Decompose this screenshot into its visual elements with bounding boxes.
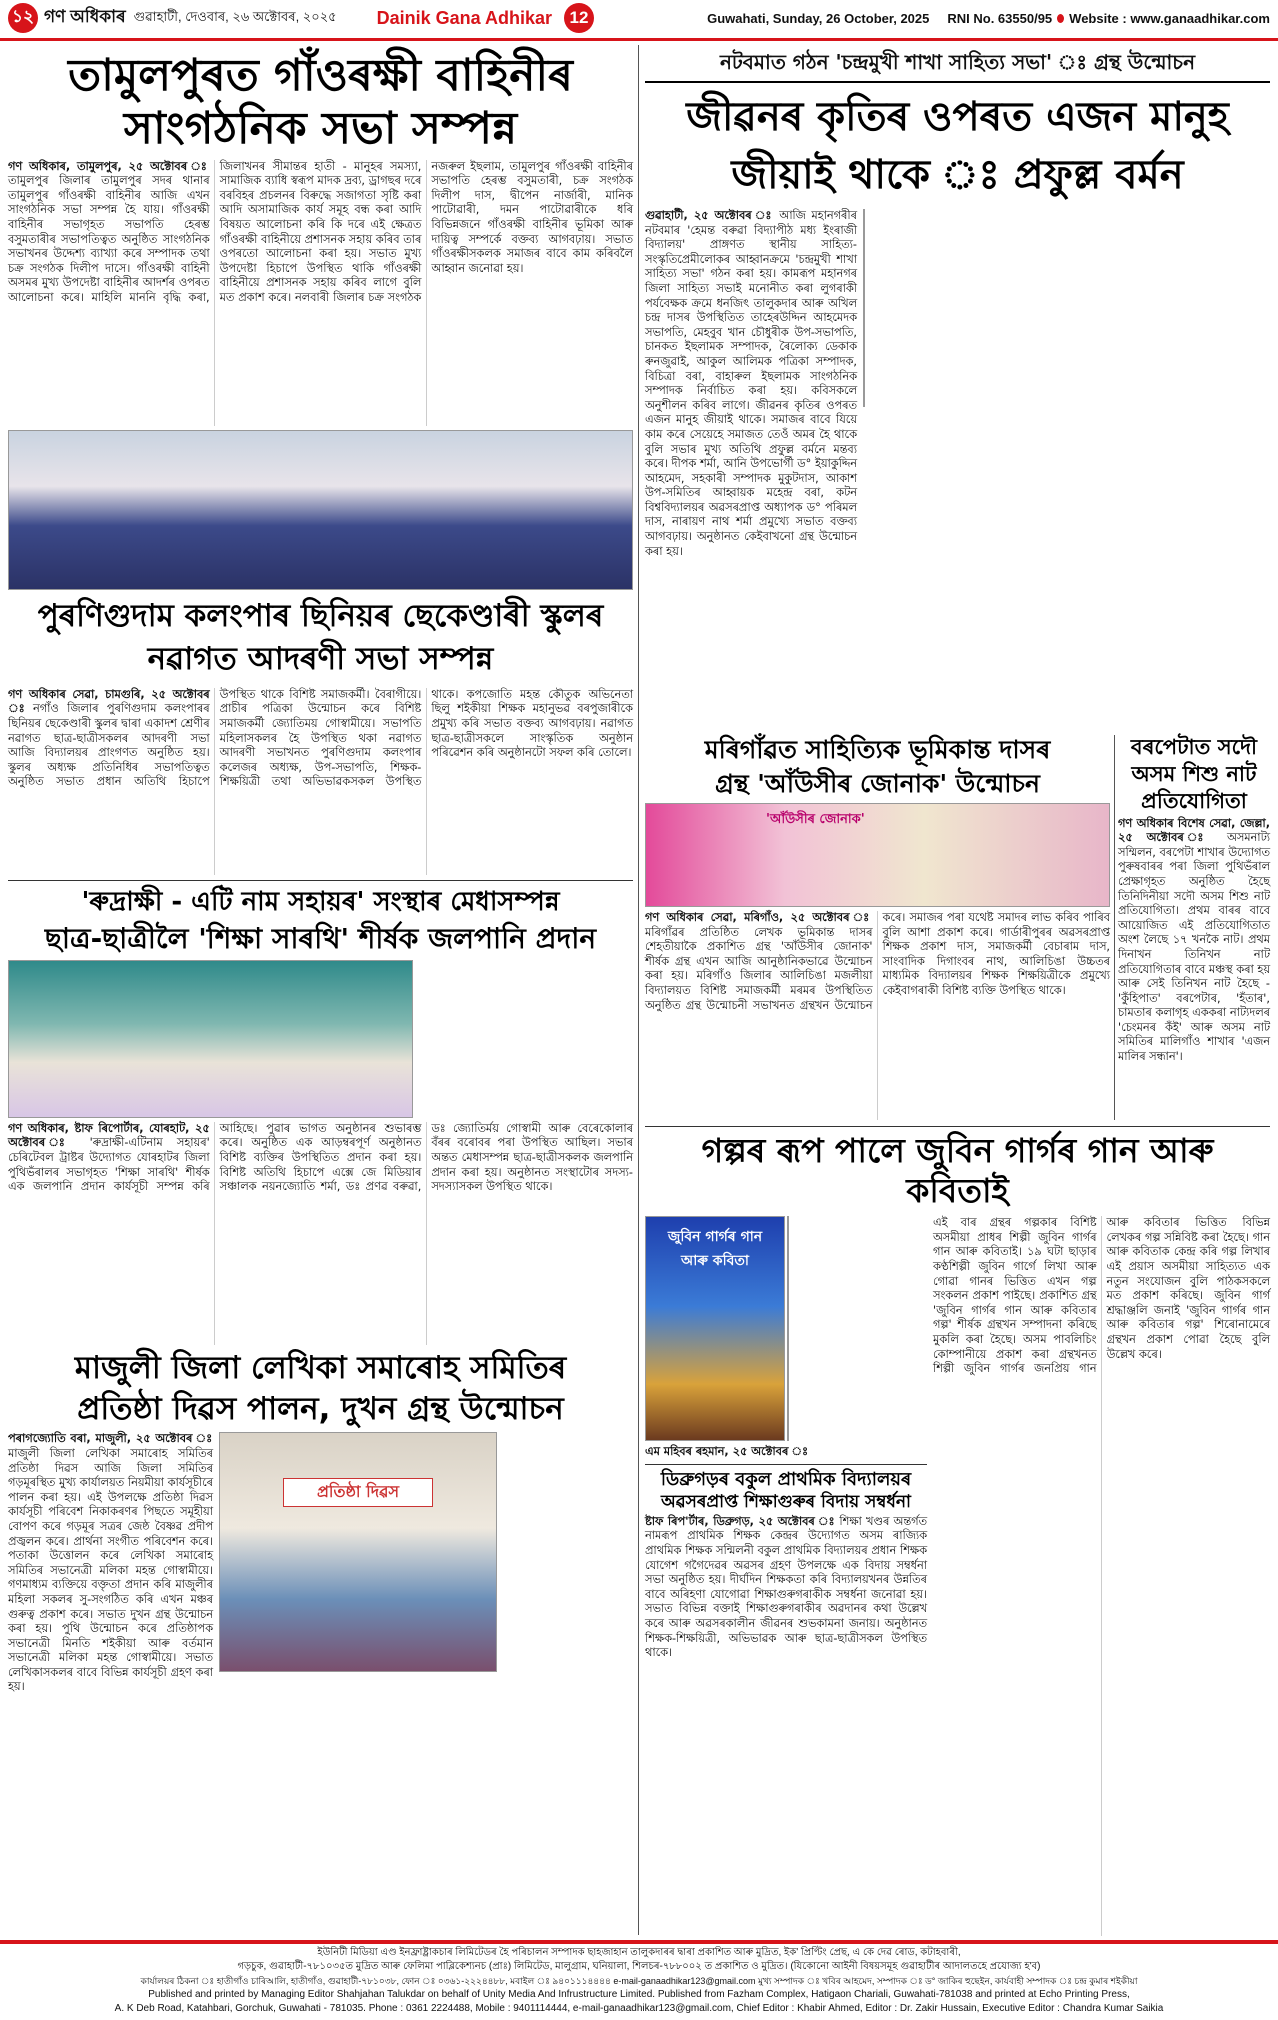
article-a1 [8, 50, 633, 590]
headline-a4-line2: প্ৰতিষ্ঠা দিৱস পালন, দুখন গ্ৰন্থ উন্মোচন [77, 1391, 564, 1428]
dateline: ষ্টাফ ৰিপ'ৰ্টাৰ, ডিব্ৰুগড়, ২৫ অক্টোবৰ ঃ [645, 1514, 836, 1528]
headline-r2-line2: গ্ৰন্থ 'আঁউসীৰ জোনাক' উন্মোচন [715, 769, 1040, 798]
headline-a2: পুৰণিগুদাম কলংপাৰ ছিনিয়ৰ ছেকেণ্ডাৰী স্কুলৰ নৱাগত আদৰণী সভা সম্পন্ন [37, 598, 604, 678]
body-text: আজি মহানগৰীৰ নটবমাৰ 'হেমন্ত বৰুৱা বিদ্যাপীঠ মধ্য ইংৰাজী বিদ্যালয়' প্ৰাঙ্গণত স্থানীয় সাহিত্য-সংস্কৃতিপ্ৰেমীলোকৰ আহ্বানক্ৰমে 'চন্দ্ৰমুখী শাখা সাহিত্য সভা' গঠন কৰা হয়। কামৰূপ মহানগৰ জিলা সাহিত্য সভাই মনোনীত কৰা লুগৰাকী পৰ্যবেক্ষক ক্ৰমে ধনজিৎ তালুকদাৰ আৰু অখিল চন্দ্ৰ দাসৰ উপস্থিতিত তাহেৰউদ্দিন আহমেদক সভাপতি, মেহবুব খান চৌধুৰীক উপ-সভাপতি, চানকত ইছলামক সম্পাদক, ৰৈলোক্য ডেকাক ৰুনজুৱাই, আকুল আলিমক পত্ৰিকা সম্পাদক, বিচিত্ৰা বৰা, বাহাৰুল ইছলামক সাংগঠনিক সম্পাদক নিৰ্বাচিত কৰা হয়। কবিসকলে অনুশীলন কৰিব লাগে। জীৱনৰ কৃতিৰ ওপৰত এজন মানুহ জীয়াই থাকে। সমাজৰ বাবে যিয়ে কাম কৰে সেয়েহে সমাজত তেওঁ অমৰ হৈ থাকে বুলি সভাৰ মুখ্য অতিথি প্ৰফুল্ল বৰ্মনে মন্তব্য কৰে। দীপক শৰ্মা, আনি উপভোৰ্গী ড° ইয়াকুদ্দিন আহমেদ, সহকাৰী সম্পাদক মুকুটদাস, আকাশ উপ-সমিতিৰ আহ্বায়ক মহেন্দ্ৰ বৰা, কটন বিশ্ববিদ্যালয়ৰ অৱসৰপ্ৰাপ্ত অধ্যাপক ড° পৰিমল দাস, নাৰায়ণ নাথ শৰ্মা প্ৰমুখ্যে সভাত বক্তব্য আগবঢ়ায়। অনুষ্ঠানত কেইবাখনো গ্ৰন্থ উন্মোচন কৰা হয়। [645, 209, 857, 558]
imprint-line-3: কাৰ্যালয়ৰ ঠিকনা ঃ হাতীগাঁও চাৰিআলি, হাতীগাঁও, গুৱাহাটী-৭৮১০৩৮, ফোন ঃ ০৩৬১-২২২৪৪৮৮, মবাইল ঃ ৯৪০১১১৪৪৪৪ e-mail-ganaadhikar123@gmail.com মুখ্য সম্পাদক ঃ খবিৰ আহমেদ, সম্পাদক ঃ ড° জাকিৰ হুছেইন, কাৰ্যবাহী সম্পাদক ঃ চন্দ্ৰ কুমাৰ শইকীয়া [140, 1976, 1138, 1986]
imprint-line-2: গড়চুক, গুৱাহাটী-৭৮১০৩৫ত মুদ্ৰিত আৰু ফেলিমা পাব্লিকেশ্যনচ (প্ৰাঃ) লিমিটেড, মালুগ্ৰাম, ঘনিয়ালা, শিলচৰ-৭৮৮০০২ ত প্ৰকাশিত ও মুদ্ৰিত। (যিকোনো আইনী বিষয়সমূহ গুৱাহাটীৰ আদালতহে প্ৰযোজ্য হ'ব) [237, 1961, 1041, 1972]
article-r1 [645, 48, 1270, 730]
masthead-bar [0, 0, 1278, 36]
divider [1114, 735, 1115, 1120]
headline-r3-line1: বৰপেটাত সদৌ [1130, 735, 1258, 759]
article-body-a2 [8, 688, 633, 875]
article-a3 [8, 880, 633, 1345]
page-number: 12 [564, 3, 594, 33]
article-body-a1 [8, 160, 633, 426]
dateline: গণ অধিকাৰ, ষ্টাফ ৰিপোৰ্টাৰ, যোৰহাট, ২৫ অক্টোবৰ ঃ [8, 1121, 210, 1150]
headline-r2-line1: মৰিগাঁৱত সাহিত্যিক ভূমিকান্ত দাসৰ [704, 735, 1051, 764]
banner-text: প্ৰতিষ্ঠা দিৱস [283, 1478, 433, 1507]
article-body-a4-cont [219, 1676, 633, 1935]
dateline: পৰাগজ্যোতি বৰা, মাজুলী, ২৫ অক্টোবৰ ঃ [8, 1432, 213, 1446]
imprint-line-1: ইউনিটী মিডিয়া এণ্ড ইনফ্ৰাষ্ট্ৰাকচাৰ লিমিটেডৰ হৈ পৰিচালন সম্পাদক ছাহজাহান তালুকদাৰৰ দ্বাৰা প্ৰকাশিত আৰু মুদ্ৰিত, ইক' প্ৰিণ্টিং প্ৰেছ, এ কে দেৱ ৰোড, কটাহবাৰী, [317, 1947, 961, 1958]
article-r5 [645, 1464, 927, 1936]
masthead-logo: গণ অধিকাৰ [44, 7, 126, 26]
column-divider [638, 45, 639, 1935]
article-body-r1-cont [645, 412, 1270, 730]
kicker-r1: নটবমাত গঠন 'চন্দ্ৰমুখী শাখা সাহিত্য সভা' ঃ গ্ৰন্থ উন্মোচন [645, 48, 1270, 83]
headline-r3-line2: অসম শিশু নাট [1131, 762, 1257, 787]
article-body-r1 [645, 209, 857, 558]
headline-r1: জীৱনৰ কৃতিৰ ওপৰত এজন মানুহ জীয়াই থাকে ঃ প্ৰফুল্ল বৰ্মন [686, 94, 1229, 198]
dateline-bn: গুৱাহাটী, দেওবাৰ, ২৬ অক্টোবৰ, ২০২৫ [133, 8, 337, 24]
body-text: মাজুলী জিলা লেখিকা সমাৰোহ সমিতিৰ প্ৰতিষ্ঠা দিৱস আজি জিলা সমিতিৰ গড়মূৰস্থিত মুখ্য কাৰ্যালয়ত নিয়মীয়া কাৰ্যসূচীৰে পালন কৰা হয়। এই উপলক্ষে প্ৰতিষ্ঠা দিৱস কাৰ্যসূচী পৰিবেশ নিকাকৰণৰ পিছতে সমূহীয়া বোপণ কৰে গড়মূৰ সত্ৰৰ জেষ্ঠ বৈষ্ণৱ প্ৰদীপ প্ৰজ্বলন কৰে। প্ৰাৰ্থনা সংগীত পৰিবেশন কৰে। পতাকা উত্তোলন কৰে লেখিকা সমাৰোহ সমিতিৰ সভানেত্ৰী মলিকা মহন্ত গোস্বামীয়ে। গণমাধ্যম ব্যক্তিয়ে বক্তৃতা প্ৰদান কৰি মাজুলীৰ মহিলা সকলৰ সু-সংগঠিত কৰি এখন মঞ্চৰ গুৰুত্ব প্ৰকাশ কৰে। সভাত দুখন গ্ৰন্থ উন্মোচন কৰা হয়। পুথি উন্মোচন কৰে প্ৰতিষ্ঠাপক সভানেত্ৰী মিনতি শইকীয়া আৰু বৰ্তমান সভানেত্ৰী মলিকা মহন্ত গোস্বামীয়ে। সভাত লেখিকাসকলৰ বাবে বিভিন্ন কাৰ্যসূচী গ্ৰহণ কৰা হয়। [8, 1446, 213, 1694]
body-text: 'ৰুদ্ৰাক্ষী-এটিনাম সহায়ৰ' চেৰিটেবল ট্ৰাষ্টৰ উদ্যোগত যোৰহাটৰ জিলা পুথিভঁৰালৰ সভাগৃহত 'শিক্ষা সাৰথি' শীৰ্ষক এক জলপানি প্ৰদান কাৰ্যসূচী সম্পন্ন কৰি আহিছে। পুৱাৰ ভাগত অনুষ্ঠানৰ শুভাৰম্ভ কৰে। অনুষ্ঠিত এক আড়ম্বৰপূৰ্ণ অনুষ্ঠানত বিশিষ্ট ব্যক্তিৰ উপস্থিতিত প্ৰদান কৰা হয়। বিশিষ্ট অতিথি হিচাপে এক্সে জে মিডিয়াৰ সঞ্চালক নয়নজ্যোতি শৰ্মা, ডঃ প্ৰণৱ বৰুৱা, ডঃ জ্যোতিৰ্ময় গোস্বামী আৰু বেৰেকোলাৰ বঁৰৰ বৰোবৰ পৰা উপস্থিত আছিল। সভাৰ অন্তত মেধাসম্পন্ন ছাত্ৰ-ছাত্ৰীসকলক জলপানি প্ৰদান কৰা হয়। অনুষ্ঠানত সংস্থাটোৰ সদস্য-সদস্যাসকল উপস্থিত থাকে। [8, 1121, 633, 1194]
article-a4 [8, 1350, 633, 1935]
imprint [0, 1946, 1278, 2016]
headline-r5-line2: অৱসৰপ্ৰাপ্ত শিক্ষাগুৰুৰ বিদায় সম্বৰ্ধনা [661, 1492, 911, 1513]
article-body-r5 [645, 1515, 927, 1936]
dateline-en: Guwahati, Sunday, 26 October, 2025 [707, 10, 930, 26]
article-r3 [1118, 735, 1270, 1120]
dateline: এম মহিবৰ ৰহমান, ২৫ অক্টোবৰ ঃ [645, 1445, 809, 1459]
photo-book-cover [645, 1216, 785, 1441]
photo-author [787, 1216, 789, 1441]
body-text: মৰিগাঁৱৰ প্ৰতিষ্ঠিত লেখক ভূমিকান্ত দাসৰ শেহতীয়াকৈ প্ৰকাশিত গ্ৰন্থ 'আঁউসীৰ জোনাক' শীৰ্ষক গ্ৰন্থ এখন আজি আনুষ্ঠানিকভাৱে উন্মোচন কৰা হয়। মৰিগাঁও জিলাৰ আলিচিঙা মজলীয়া বিদ্যালয়ত বিশিষ্ট সমাজকৰ্মী মৰমৰ উপস্থিতিত অনুষ্ঠিত গ্ৰন্থ উন্মোচনী সভাখনত গ্ৰন্থখন উন্মোচন কৰে। সমাজৰ পৰা যথেষ্ট সমাদৰ লাভ কৰিব পাৰিব বুলি আশা প্ৰকাশ কৰে। গাৰ্ডাৰীপুৰৰ অৱসৰপ্ৰাপ্ত শিক্ষক প্ৰকাশ দাস, সমাজকৰ্মী বেচাৰাম দাস, সাংবাদিক দিগাংবৰ নাথ, আলিচিঙা উচ্চতৰ মাধ্যমিক বিদ্যালয়ৰ শিক্ষক শিক্ষয়িত্ৰীকে প্ৰমুখ্যে কেইবাগৰাকী বিশিষ্ট ব্যক্তি উপস্থিত থাকে। [645, 911, 1110, 1012]
dot-icon [1057, 14, 1064, 23]
dateline: গণ অধিকাৰ বিশেষ সেৱা, জেল্লা, ২৫ অক্টোবৰ ঃ [1118, 816, 1270, 845]
body-text: তামুলপুৰ জিলাৰ তামুলপুৰ সদৰ থানাৰ তামুলপুৰ গাঁওৰক্ষী বাহিনীৰ আজি এখন সাংগঠনিক সভা সম্পন্ন হৈ যায়। গাঁওৰক্ষী বাহিনীৰ সভাগৃহত সভাপতি হেৰম্ভ বসুমতাৰীৰ সভাপতিত্বত অনুষ্ঠিত সাংগঠনিক সভাখনৰ উদ্দেশ্য ব্যাখ্যা কৰে সম্পাদক তথা চক্ৰ সংগঠক দিলীপ দাসে। গাঁওৰক্ষী বাহিনী অসমৰ মুখ্য উপদেষ্টা বাহিনীৰ আদৰ্শৰ ওপৰত আলোচনা কৰে। মাহিলি মাননি বৃদ্ধি কৰা, জিলাখনৰ সীমান্তৰ হাতী - মানুহৰ সমস্যা, সামাজিক ব্যাধি স্বৰূপ মাদক দ্ৰব্য, ড্ৰাগছৰ দৰে বৰবিহৰ প্ৰচলনৰ বিৰুদ্ধে সজাগতা সৃষ্টি কৰা আদি অসামাজিক কাৰ্য সমূহ বন্ধ কৰা আদি বিষয়ত আলোচনা কৰি কি দৰে এই ক্ষেত্ৰত গাঁওৰক্ষী বাহিনীয়ে প্ৰশাসনক সহায় কৰিব তাৰ ওপৰতো আলোচনা কৰা হয়। সভাত মুখ্য উপদেষ্টা হিচাপে উপস্থিত থাকি গাঁওৰক্ষী বাহিনীয়ে প্ৰশাসনক সহায় কৰিব লাগে বুলি মত প্ৰকাশ কৰে। নলবাৰী জিলাৰ চক্ৰ সংগঠক নজৰুল ইছলাম, তামুলপুৰ গাঁওৰক্ষী বাহিনীৰ সভাপতি হেৰম্ভ বসুমতাৰী, চক্ৰ সংগঠক দিলীপ দাস, দ্বীপেন নাৰ্জাৰী, মানিক পাটোৱাৰী, দমন পাটোৱাৰীকে ধৰি বিভিন্নজনে গাঁওৰক্ষী বাহিনীৰ ভূমিকা আৰু দায়িত্ব সম্পৰ্কে বক্তব্য আগবঢ়ায়। সভাত গাঁওৰক্ষীসকলক সমাজৰ বাবে কাম কৰিবলৈ আহ্বান জনোৱা হয়। [8, 159, 633, 304]
article-a2 [8, 595, 633, 875]
article-r4 [645, 1126, 1270, 1936]
brand-name: Dainik Gana Adhikar [376, 7, 552, 28]
body-text: এই বাৰ গ্ৰন্থৰ গল্পকাৰ বিশিষ্ট অসমীয়া প্ৰাধৰ শিল্পী জুবিন গাৰ্গৰ গান আৰু কবিতাই। ১৯ ঘটা ছাড়াৰ কণ্ঠশিল্পী জুবিন গাৰ্গে লিখা আৰু গোৱা গানৰ ভিত্তিত এখন গল্প সংকলন প্ৰকাশ পাইছে। প্ৰকাশিত গ্ৰন্থ 'জুবিন গাৰ্গৰ গান আৰু কবিতাৰ গল্প' শীৰ্ষক গ্ৰন্থখন সম্পাদনা কৰিছে মুকলি কৰা হৈছে। অসম পাবলিচিং কোম্পানীয়ে প্ৰকাশ কৰা গ্ৰন্থখনত শিল্পী জুবিন গাৰ্গৰ জনপ্ৰিয় গান আৰু কবিতাৰ ভিত্তিত বিভিন্ন লেখকৰ গল্প সন্নিবিষ্ট কৰা হৈছে। গান আৰু কবিতাক কেন্দ্ৰ কৰি গল্প লিখাৰ এই প্ৰয়াস অসমীয়া সাহিত্যত এক নতুন সংযোজন বুলি পাঠকসকলে মত প্ৰকাশ কৰিছে। জুবিন গাৰ্গ শ্ৰদ্ধাঞ্জলি জনাই 'জুবিন গাৰ্গৰ গান আৰু কবিতাৰ গল্প' শিৰোনামেৰে গ্ৰন্থখন প্ৰকাশ পোৱা হৈছে বুলি উল্লেখ কৰে। [933, 1216, 1270, 1376]
headline-a4-line1: মাজুলী জিলা লেখিকা সমাৰোহ সমিতিৰ [74, 1350, 567, 1386]
dateline: গণ অধিকাৰ সেৱা, চামগুৰি, ২৫ অক্টোবৰ ঃ [8, 687, 210, 716]
book-title: জুবিন গাৰ্গৰ গান আৰু কবিতা [667, 1229, 763, 1270]
photo-book-launch [645, 803, 1110, 907]
headline-r3-line3: প্ৰতিযোগিতা [1141, 789, 1247, 814]
photo-foundation-day [219, 1432, 497, 1672]
imprint-line-4: Published and printed by Managing Editor Shahjahan Talukdar on behalf of Unity Media And Infrustructure Limited. Published from Fazham Complex, Hatigaon Chariali, Guwahati-781038 and printed at Echo Printing Press, [148, 1989, 1130, 2000]
photo-scholarship [8, 960, 413, 1118]
headline-a3-line1: 'ৰুদ্ৰাক্ষী - এটি নাম সহায়ৰ' সংস্থাৰ মেধাসম্পন্ন [81, 887, 560, 917]
body-text: নগাঁও জিলাৰ পুৰণিগুদাম কলংপাৰৰ ছিনিয়ৰ ছেকেণ্ডাৰী স্কুলৰ দ্বাৰা একাদশ শ্ৰেণীৰ নৱাগত ছাত্ৰ-ছাত্ৰীসকলৰ আদৰণী সভা আজি বিদ্যালয়ৰ প্ৰাংগণত অনুষ্ঠিত হয়। স্কুলৰ অধ্যক্ষ প্ৰতিনিধিৰ সভাপতিত্বত অনুষ্ঠিত সভাত প্ৰধান অতিথি হিচাপে উপস্থিত থাকে বিশিষ্ট সমাজকৰ্মী। বৈৰাগীয়ে। প্ৰাচীৰ পত্ৰিকা উন্মোচন কৰে বিশিষ্ট সমাজকৰ্মী জ্যোতিময় গোস্বামীয়ে। সভাপতি মহিলাসকলৰ হৈ উপস্থিত থকা নৱাগত আদৰণী সভাখনত পুৰণিগুদাম কলংপাৰ কলেজৰ অধ্যক্ষ, উপ-সভাপতি, শিক্ষক-শিক্ষয়িত্ৰী তথা অভিভাৱকসকল উপস্থিত থাকে। কপজোতি মহন্ত কৌতুক অভিনেতা ছিলু শইকীয়া শিক্ষক মহানুভৱ বৰপুজাৰীকে প্ৰমুখ্য কৰি সভাত বক্তব্য আগবঢ়ায়। নৱাগত ছাত্ৰ-ছাত্ৰীসকলে সাংস্কৃতিক অনুষ্ঠান পৰিৱেশন কৰি অনুষ্ঠানটো সফল কৰি তোলে। [8, 687, 633, 789]
imprint-line-5: A. K Deb Road, Katahbari, Gorchuk, Guwahati - 781035. Phone : 0361 2224488, Mobile : 9401114444, e-mail-ganaadhikar123@gmail.com, Chief Editor : Khabir Ahmed, Editor : Dr. Zakir Hussain, Executive Editor : Chandra Kumar Saikia [114, 2003, 1164, 2014]
body-text: অসমনাট্য সম্মিলন, বৰপেটা শাখাৰ উদ্যোগত পুৰুষবাৰৰ পৰা জিলা পুথিভঁৰাল প্ৰেক্ষাগৃহত অনুষ্ঠিত হৈছে তিনিদিনীয়া সদৌ অসম শিশু নাট প্ৰতিযোগিতা। প্ৰথম বাৰৰ বাবে আয়োজিত এই প্ৰতিযোগিতাত অংশ লৈছে ১৭ খনকৈ নাট। প্ৰথম দিনাখন তিনিখন নাট প্ৰতিযোগিতাৰ বাবে মঞ্চস্থ কৰা হয় আৰু সেই তিনিখন নাট হৈছে - 'কুঁহিপাত' বৰপেটাৰ, 'হঁতাৰ', চামতাৰ কলাগৃহ এককৰা নাট্যদলৰ 'চেংমনৰ কঁই' আৰু অসম নাট সমিতিৰ মালিগাঁও শাখাৰ 'এজন মালিৰ সন্ধান'। [1118, 831, 1271, 1064]
header-rule [0, 38, 1278, 41]
article-r2 [645, 735, 1110, 1120]
body-text: শিক্ষা খণ্ডৰ অন্তৰ্গত নামৰূপ প্ৰাথমিক শিক্ষক কেন্দ্ৰৰ উদ্যোগত অসম ৰাজ্যিক প্ৰাথমিক শিক্ষক সন্মিলনী বকুল প্ৰাথমিক বিদ্যালয়ৰ প্ৰধান শিক্ষক যোগেশ গগৈদেৱৰ অৱসৰ গ্ৰহণ উপলক্ষে এক বিদায় সম্বৰ্ধনা সভা অনুষ্ঠিত হয়। দীৰ্ঘদিন শিক্ষকতা কৰি বিদ্যালয়খনৰ উন্নতিৰ বাবে অৰিহণা যোগোৱা শিক্ষাগুৰুগৰাকীক সম্বৰ্ধনা জনোৱা হয়। সভাত বিভিন্ন বক্তাই শিক্ষাগুৰুগৰাকীৰ অৱদানৰ কথা উল্লেখ কৰে আৰু অৱসৰকালীন জীৱনৰ শুভকামনা জনায়। অনুষ্ঠানত শিক্ষক-শিক্ষয়িত্ৰী, অভিভাৱক আৰু ছাত্ৰ-ছাত্ৰীসকল উপস্থিত থাকে। [645, 1514, 928, 1660]
headline-a3-line2: ছাত্ৰ-ছাত্ৰীলৈ 'শিক্ষা সাৰথি' শীৰ্ষক জলপানি প্ৰদান [44, 922, 597, 956]
rni-number: RNI No. 63550/95 [947, 10, 1053, 26]
headline-r4: গল্পৰ ৰূপ পালে জুবিন গাৰ্গৰ গান আৰু কবিতাই [701, 1131, 1214, 1210]
photo-sahitya-sabha [863, 209, 865, 407]
banner-text: 'আঁউসীৰ জোনাক' [766, 812, 865, 827]
page-badge-bn: ১২ [8, 3, 38, 33]
headline-a1: তামুলপুৰত গাঁওৰক্ষী বাহিনীৰ সাংগঠনিক সভা সম্পন্ন [68, 50, 573, 154]
dateline: গুৱাহাটী, ২৫ অক্টোবৰ ঃ [645, 209, 774, 222]
article-body-r4 [645, 1445, 927, 1460]
footer-rule [0, 1940, 1278, 1944]
article-body-r3 [1118, 817, 1270, 1120]
article-body-a3 [8, 1122, 633, 1345]
dateline: গণ অধিকাৰ সেৱা, মৰিগাঁও, ২৫ অক্টোবৰ ঃ [645, 911, 873, 924]
website: Website : www.ganaadhikar.com [1069, 10, 1270, 26]
dateline: গণ অধিকাৰ, তামুলপুৰ, ২৫ অক্টোবৰ ঃ [8, 159, 210, 173]
photo-girls-group [8, 430, 633, 590]
article-body-r2 [645, 911, 1110, 1120]
headline-r5-line1: ডিব্ৰুগড়ৰ বকুল প্ৰাথমিক বিদ্যালয়ৰ [660, 1468, 912, 1490]
article-body-r4-text [933, 1216, 1270, 1936]
article-body-a4 [8, 1432, 213, 1935]
